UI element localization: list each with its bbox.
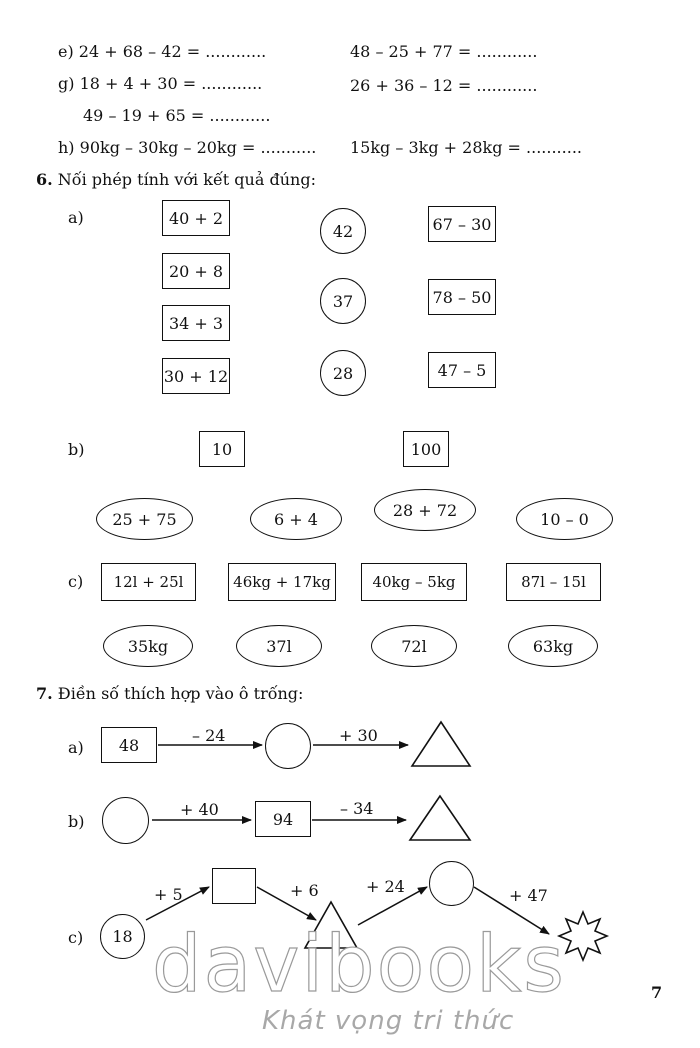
watermark-slogan: Khát vọng tri thức <box>262 1006 515 1036</box>
ex6-a-label: a) <box>68 208 84 227</box>
ex7-b-blank-circle[interactable] <box>102 797 149 844</box>
page-number: 7 <box>651 983 663 1002</box>
ex5-g-extra: 49 – 19 + 65 = ............ <box>83 106 271 125</box>
ex7-c-op2: + 6 <box>290 881 319 900</box>
ex6-title: Nối phép tính với kết quả đúng: <box>57 170 316 189</box>
ex7-c-blank-circle[interactable] <box>429 861 474 906</box>
ex5-g-left: g) 18 + 4 + 30 = ............ <box>58 74 263 93</box>
ex6-a-left-box-3: 34 + 3 <box>162 305 230 341</box>
ex6-a-right-box-1: 67 – 30 <box>428 206 496 242</box>
ex7-c-start-circle: 18 <box>100 914 145 959</box>
ex6-a-left-box-2: 20 + 8 <box>162 253 230 289</box>
ex6-b-label: b) <box>68 440 85 459</box>
ex5-g-right: 26 + 36 – 12 = ............ <box>350 76 538 95</box>
ex7-c-label: c) <box>68 928 84 947</box>
ex5-e-left: e) 24 + 68 – 42 = ............ <box>58 42 267 61</box>
watermark-brand: davibooks <box>152 920 566 1010</box>
ex7-b-triangle-blank[interactable] <box>417 814 463 836</box>
ex6-number: 6. <box>36 170 53 189</box>
ex7-c-op4: + 47 <box>509 886 548 905</box>
ex7-c-op3: + 24 <box>366 877 405 896</box>
ex7-b-op1: + 40 <box>180 800 219 819</box>
ex7-a-op2: + 30 <box>339 726 378 745</box>
ex6-c-box-4: 87l – 15l <box>506 563 601 601</box>
ex7-a-blank-circle[interactable] <box>265 723 311 769</box>
ex7-a-triangle-blank[interactable] <box>418 740 464 762</box>
ex7-a-start-box: 48 <box>101 727 157 763</box>
ex6-a-left-box-4: 30 + 12 <box>162 358 230 394</box>
ex5-h-right: 15kg – 3kg + 28kg = ........... <box>350 138 582 157</box>
ex6-c-label: c) <box>68 572 84 591</box>
ex7-c-op1: + 5 <box>154 885 183 904</box>
ex7-a-label: a) <box>68 738 84 757</box>
ex6-a-right-box-2: 78 – 50 <box>428 279 496 315</box>
ex6-c-box-1: 12l + 25l <box>101 563 196 601</box>
ex6-c-box-2: 46kg + 17kg <box>228 563 336 601</box>
ex6-a-circle-3: 28 <box>320 350 366 396</box>
ex6-c-oval-4: 63kg <box>508 625 598 667</box>
ex7-number: 7. <box>36 684 53 703</box>
ex6-c-oval-3: 72l <box>371 625 457 667</box>
ex7-b-mid-box: 94 <box>255 801 311 837</box>
ex6-a-right-box-3: 47 – 5 <box>428 352 496 388</box>
ex5-h-left: h) 90kg – 30kg – 20kg = ........... <box>58 138 317 157</box>
ex7-title: Điền số thích hợp vào ô trống: <box>57 684 304 703</box>
ex6-b-oval-3: 28 + 72 <box>374 489 476 531</box>
ex6-c-oval-2: 37l <box>236 625 322 667</box>
ex5-e-right: 48 – 25 + 77 = ............ <box>350 42 538 61</box>
ex6-a-circle-2: 37 <box>320 278 366 324</box>
ex6-b-box-2: 100 <box>403 431 449 467</box>
ex6-a-circle-1: 42 <box>320 208 366 254</box>
ex6-a-left-box-1: 40 + 2 <box>162 200 230 236</box>
ex7-c-star-blank[interactable] <box>568 924 598 948</box>
ex7-c-blank-box[interactable] <box>212 868 256 904</box>
ex6-b-box-1: 10 <box>199 431 245 467</box>
ex6-b-oval-2: 6 + 4 <box>250 498 342 540</box>
ex7-b-label: b) <box>68 812 85 831</box>
ex6-c-box-3: 40kg – 5kg <box>361 563 467 601</box>
ex6-c-oval-1: 35kg <box>103 625 193 667</box>
ex6-b-oval-1: 25 + 75 <box>96 498 193 540</box>
ex7-b-op2: – 34 <box>340 799 374 818</box>
ex7-a-op1: – 24 <box>192 726 226 745</box>
ex6-b-oval-4: 10 – 0 <box>516 498 613 540</box>
